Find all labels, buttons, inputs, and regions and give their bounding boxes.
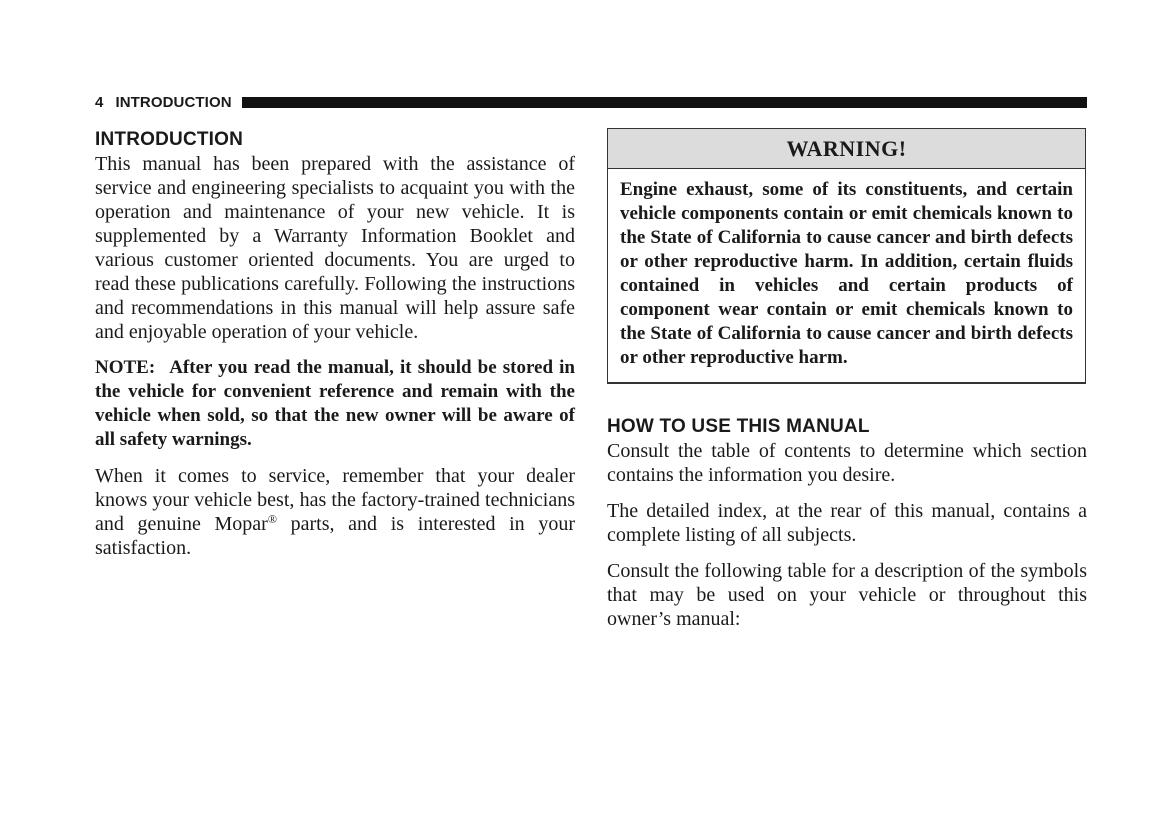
how-paragraph-3: Consult the following table for a description of the symbols that may be used on your vehicle or throughout this owner’s manual:	[607, 560, 1087, 630]
service-text-end: parts, and is interested in your satisfaction.	[95, 513, 575, 559]
how-paragraph-1: Consult the table of contents to determine which section contains the information you desire.	[607, 440, 1087, 486]
left-column	[95, 128, 575, 560]
intro-paragraph: This manual has been prepared with the assistance of service and engineering specialists to acquaint you with the operation and maintenance of your new vehicle. It is supplemented by a Warranty Information Booklet and various customer oriented documents. You are urged to read these publications carefully. Following the instructions and recommendations in this manual will help assure safe and enjoyable operation of your vehicle.	[95, 153, 575, 343]
registered-mark: ®	[267, 512, 277, 526]
header-rule	[242, 97, 1087, 108]
service-paragraph	[95, 464, 575, 560]
how-to-use-heading: HOW TO USE THIS MANUAL	[607, 416, 870, 437]
introduction-heading: INTRODUCTION	[95, 129, 244, 150]
page-number: 4	[95, 93, 104, 111]
how-paragraph-2: The detailed index, at the rear of this manual, contains a complete listing of all subjects.	[607, 500, 1087, 546]
note-paragraph	[95, 356, 575, 452]
warning-title: WARNING!	[608, 129, 1085, 169]
note-text: After you read the manual, it should be stored in the vehicle for convenient reference and remain with the vehicle when sold, so that the new owner will be aware of all safety warnings.	[95, 357, 575, 450]
page-header	[95, 93, 1087, 111]
running-section-title: INTRODUCTION	[115, 93, 232, 111]
warning-text: Engine exhaust, some of its constituents, and certain vehicle components contain or emit chemicals known to the State of California to cause cancer and birth defects or other reproductive harm. In addition, certain fluids contained in vehicles and certain products of component wear contain or emit chemicals known to the State of California to cause cancer and birth defects or other reproductive harm.	[620, 179, 1073, 368]
note-label: NOTE:	[95, 357, 156, 378]
warning-box	[607, 128, 1086, 384]
right-column	[607, 128, 1087, 631]
service-text-start: When it comes to service, remember that your dealer knows your vehicle best, has the factory-trained technicians and genuine Mopar	[95, 465, 575, 535]
